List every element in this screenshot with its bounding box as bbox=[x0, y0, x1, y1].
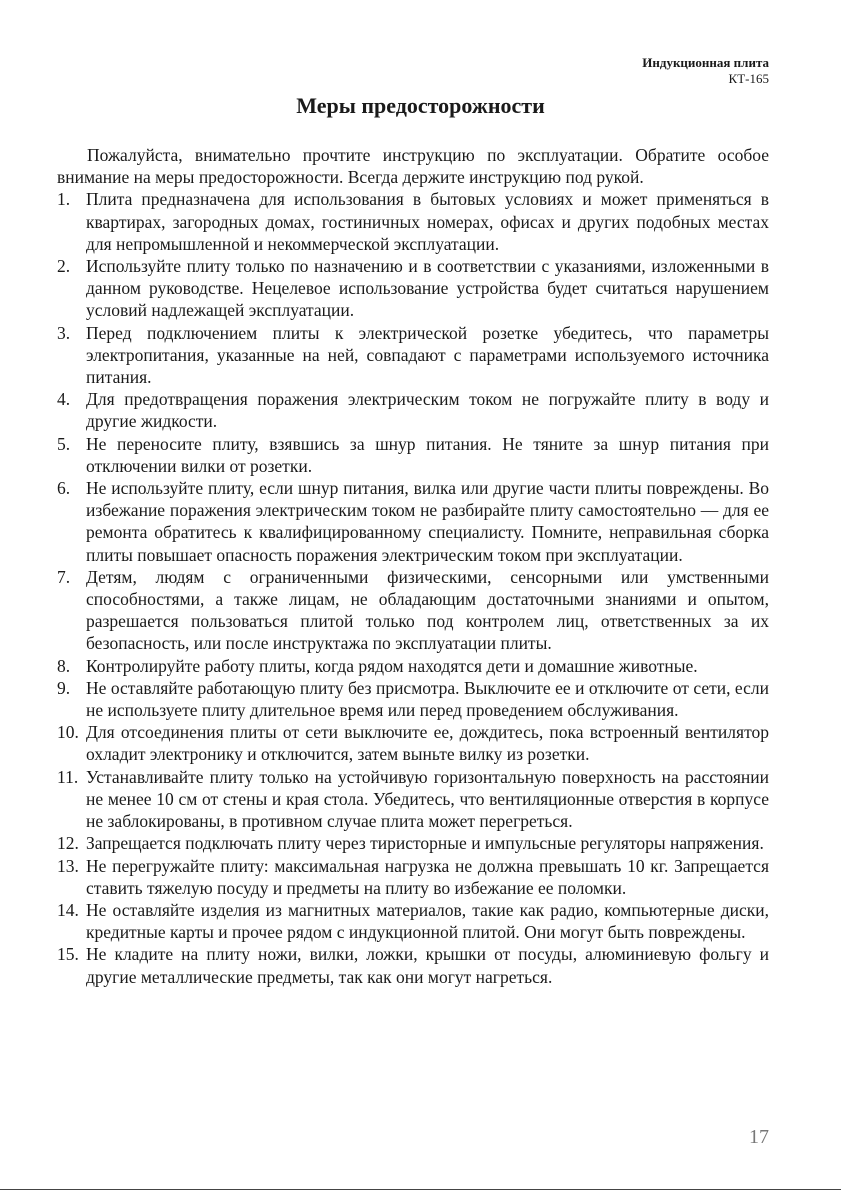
item-number: 12. bbox=[57, 833, 79, 854]
page-bottom-rule bbox=[0, 1189, 841, 1190]
item-text: Используйте плиту только по назначению и в соответствии с указаниями, изложенными в данном руководстве. Нецелевое использование устройства будет считаться нарушением условий надлежащей эксплуатации. bbox=[86, 256, 769, 321]
item-text: Детям, людям с ограниченными физическими, сенсорными или умственными способностями, а также лицам, не обладающим достаточными знаниями и опытом, разрешается пользоваться плитой только под контролем лиц, ответственных за их безопасность, или после инструктажа по эксплуатации плиты. bbox=[86, 566, 769, 654]
item-text: Не используйте плиту, если шнур питания, вилка или другие части плиты повреждены. Во избежание поражения электрическим током не разбирайте плиту самостоятельно — для ее ремонта обратитесь к квалифицированному специалисту. Помните, неправильная сборка плиты повышает опасность поражения электрическим током при эксплуатации. bbox=[86, 478, 769, 565]
item-text: Устанавливайте плиту только на устойчивую горизонтальную поверхность на расстоянии не менее 10 см от стены и края стола. Убедитесь, что вентиляционные отверстия в корпусе не заблокированы, в противном случае плита может перегреться. bbox=[86, 766, 769, 832]
page-title: Меры предосторожности bbox=[296, 93, 545, 118]
intro-paragraph: Пожалуйста, внимательно прочтите инструкцию по эксплуатации. Обратите особое внимание на меры предосторожности. Всегда держите инструкцию под рукой. bbox=[57, 145, 769, 188]
list-item bbox=[57, 188, 769, 255]
list-item bbox=[57, 388, 769, 432]
document-body bbox=[57, 144, 769, 988]
item-number: 5. bbox=[57, 433, 71, 454]
list-item bbox=[57, 721, 769, 765]
item-number: 13. bbox=[57, 855, 79, 876]
item-number: 14. bbox=[57, 899, 79, 920]
page-number: 17 bbox=[749, 1126, 769, 1148]
item-number: 15. bbox=[57, 944, 79, 965]
item-text: Не кладите на плиту ножи, вилки, ложки, крышки от посуды, алюминиевую фольгу и другие металлические предметы, так как они могут нагреться. bbox=[86, 944, 769, 987]
product-name: Индукционная плита bbox=[642, 55, 769, 70]
item-number: 2. bbox=[57, 256, 71, 277]
list-item bbox=[57, 566, 769, 655]
item-number: 7. bbox=[57, 566, 71, 587]
item-text: Перед подключением плиты к электрической розетке убедитесь, что параметры электропитания, указанные на ней, совпадают с параметрами используемого источника питания. bbox=[86, 322, 769, 388]
item-number: 4. bbox=[57, 389, 71, 410]
item-number: 1. bbox=[57, 189, 71, 210]
list-item bbox=[57, 255, 769, 322]
item-text: Для отсоединения плиты от сети выключите ее, дождитесь, пока встроенный вентилятор охладит электронику и отключится, затем выньте вилку из розетки. bbox=[86, 722, 769, 765]
list-item bbox=[57, 943, 769, 987]
item-number: 10. bbox=[57, 722, 79, 743]
item-text: Не оставляйте изделия из магнитных материалов, такие как радио, компьютерные диски, кредитные карты и прочее рядом с индукционной плитой. Они могут быть повреждены. bbox=[86, 899, 769, 943]
list-item bbox=[57, 477, 769, 566]
list-item bbox=[57, 899, 769, 943]
list-item bbox=[57, 766, 769, 833]
list-item bbox=[57, 433, 769, 477]
item-text: Контролируйте работу плиты, когда рядом находятся дети и домашние животные. bbox=[86, 655, 698, 676]
running-header bbox=[642, 55, 769, 87]
item-text: Не переносите плиту, взявшись за шнур питания. Не тяните за шнур питания при отключении вилки от розетки. bbox=[86, 433, 769, 476]
list-item bbox=[57, 322, 769, 389]
item-text: Плита предназначена для использования в бытовых условиях и может применяться в квартирах, загородных домах, гостиничных номерах, офисах и других подобных местах для непромышленной и некоммерческой эксплуатации. bbox=[86, 189, 769, 254]
list-item bbox=[57, 832, 769, 854]
list-item bbox=[57, 655, 769, 677]
item-number: 3. bbox=[57, 322, 71, 343]
item-text: Не оставляйте работающую плиту без присмотра. Выключите ее и отключите от сети, если не используете плиту длительное время или перед проведением обслуживания. bbox=[86, 677, 769, 721]
item-number: 11. bbox=[57, 766, 79, 787]
precautions-list bbox=[57, 188, 769, 987]
list-item bbox=[57, 855, 769, 899]
item-number: 6. bbox=[57, 478, 71, 499]
item-text: Запрещается подключать плиту через тиристорные и импульсные регуляторы напряжения. bbox=[86, 833, 764, 854]
item-number: 8. bbox=[57, 655, 71, 676]
item-text: Не перегружайте плиту: максимальная нагрузка не должна превышать 10 кг. Запрещается ставить тяжелую посуду и предметы на плиту во избежание ее поломки. bbox=[86, 855, 769, 898]
item-number: 9. bbox=[57, 677, 71, 698]
item-text: Для предотвращения поражения электрическим током не погружайте плиту в воду и другие жидкости. bbox=[86, 389, 769, 432]
product-model: КТ-165 bbox=[728, 71, 769, 86]
list-item bbox=[57, 677, 769, 721]
